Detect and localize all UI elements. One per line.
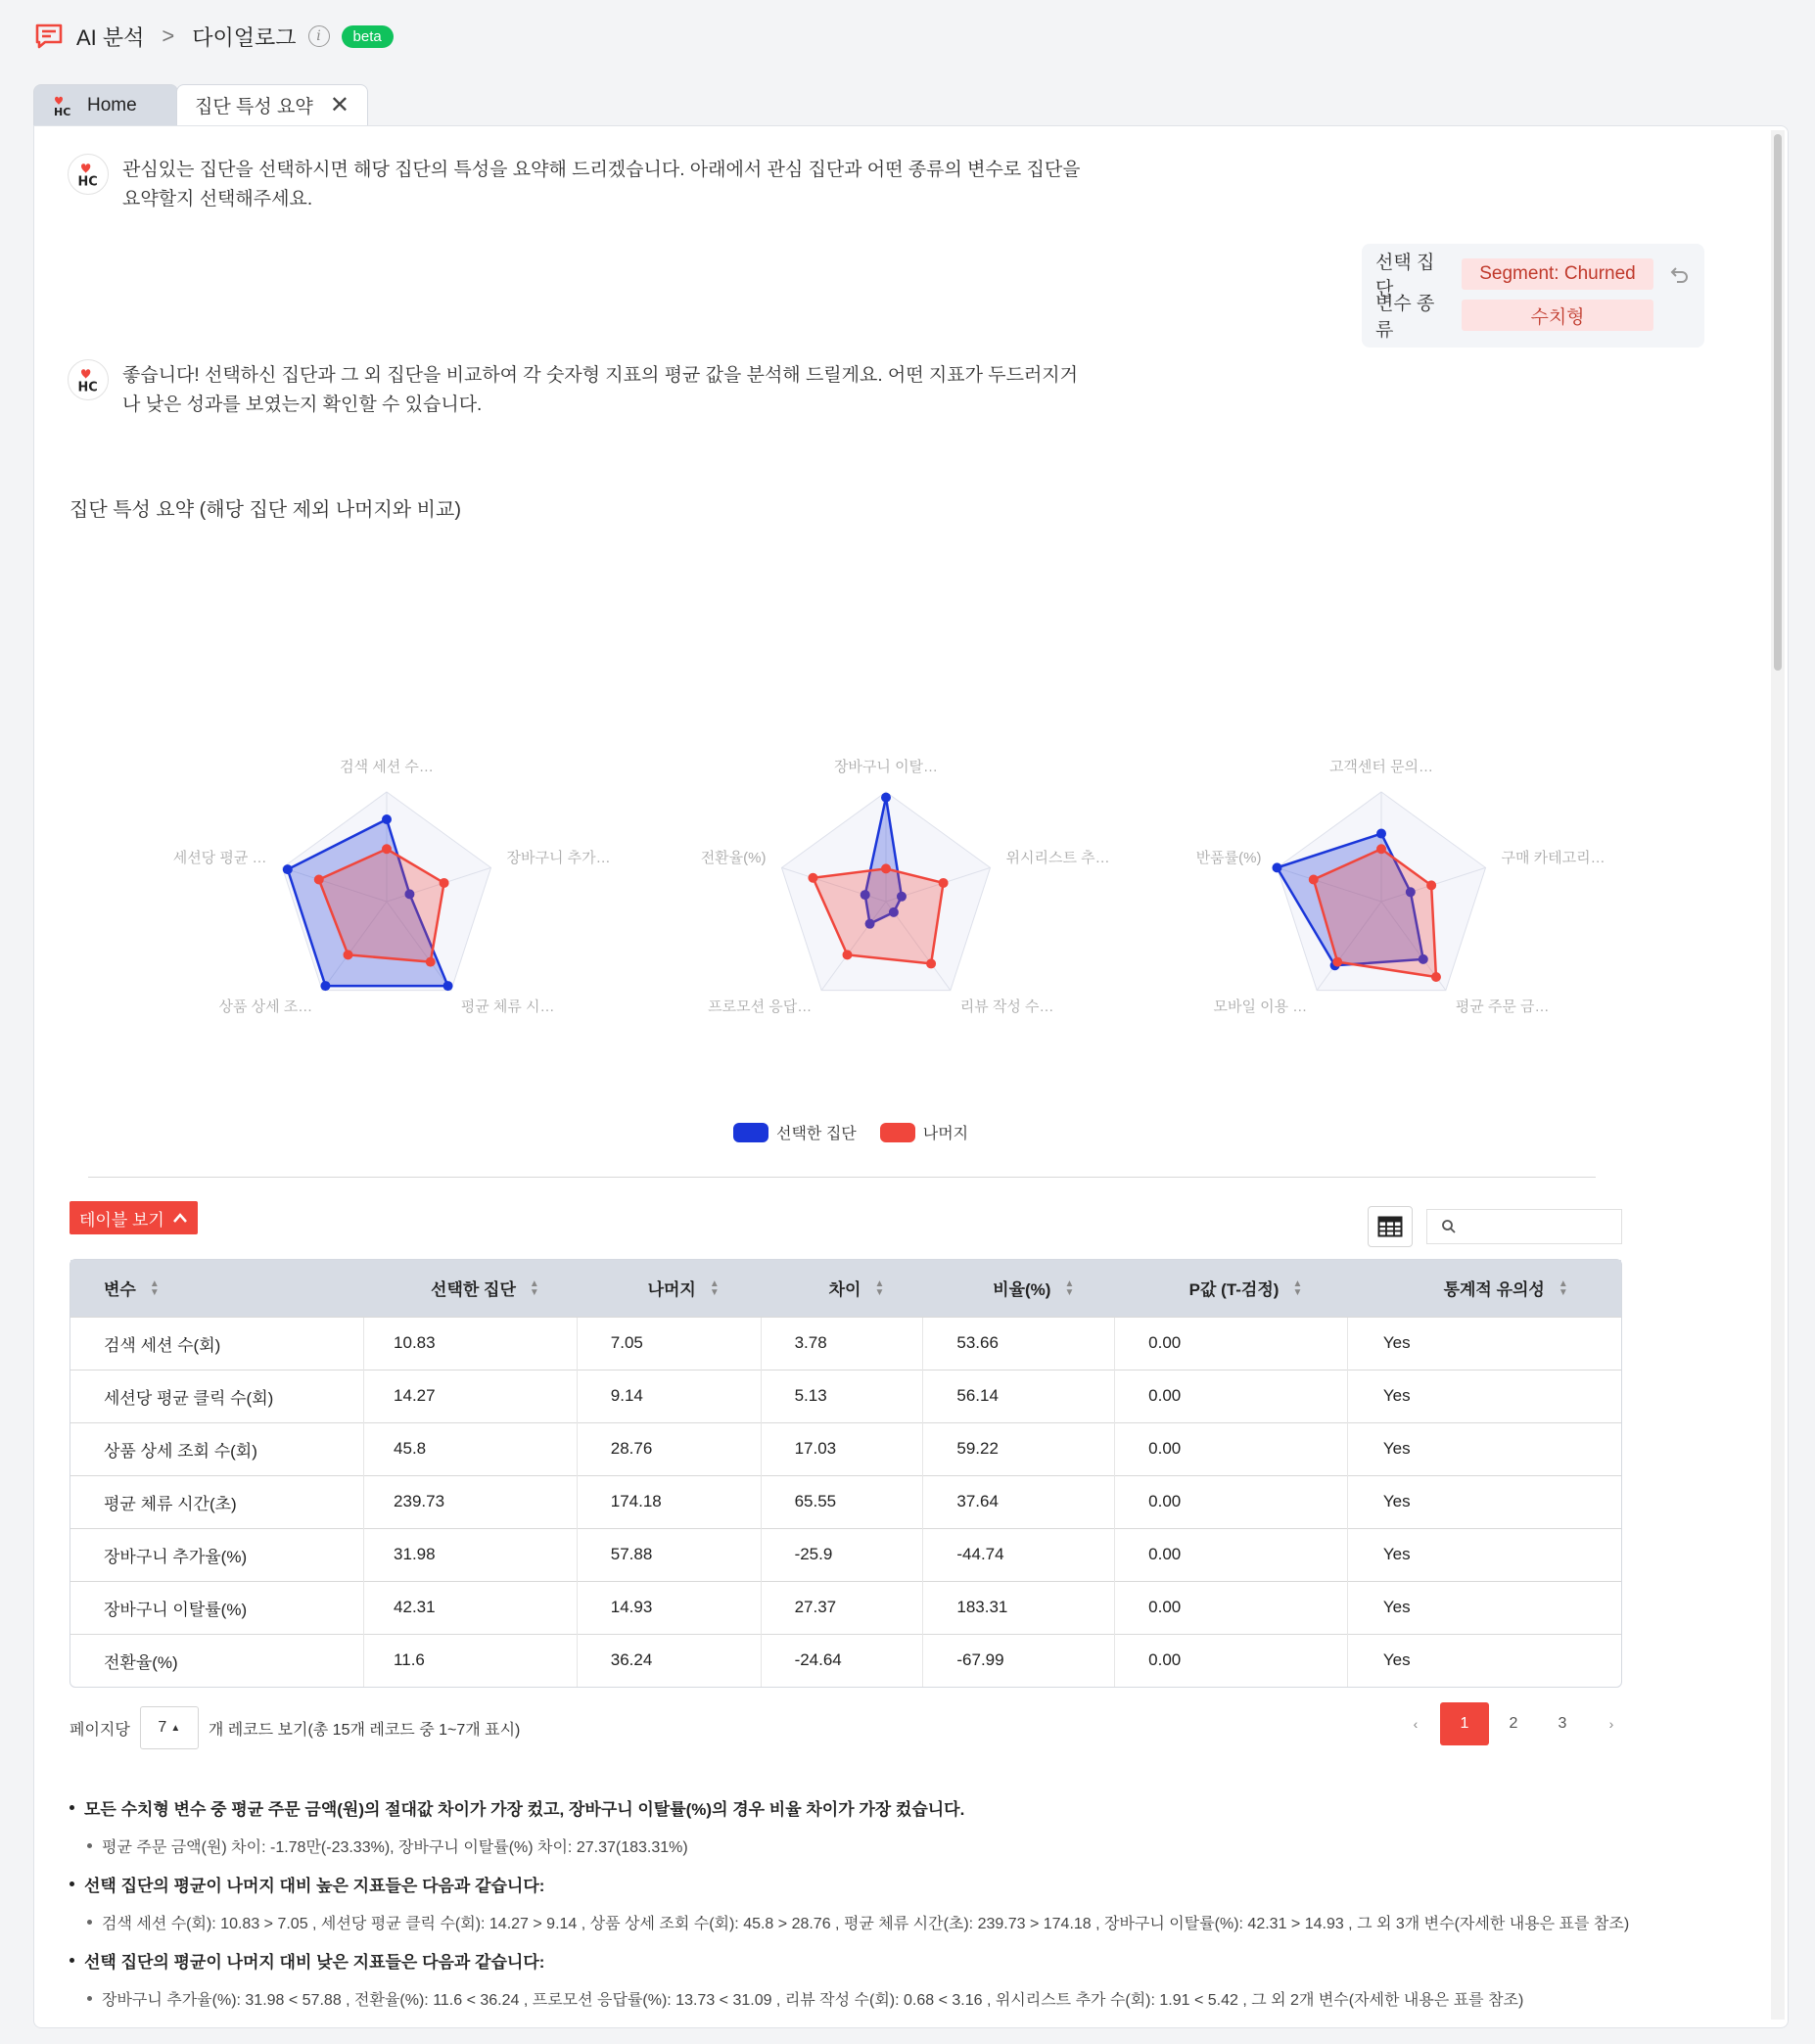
table-cell: 239.73 <box>364 1475 578 1528</box>
radar-data-point <box>426 957 436 967</box>
radar-data-point <box>443 981 453 991</box>
table-cell: 42.31 <box>364 1581 578 1634</box>
table-cell: Yes <box>1347 1528 1621 1581</box>
sort-icon[interactable]: ▲ ▼ <box>1064 1278 1075 1298</box>
table-row[interactable] <box>70 1581 1621 1634</box>
summary-bullet <box>70 1788 1734 1826</box>
table-toggle-button[interactable] <box>70 1201 198 1234</box>
summary-main-text: 선택 집단의 평균이 나머지 대비 낮은 지표들은 다음과 같습니다: <box>84 1952 545 1972</box>
table-row[interactable] <box>70 1370 1621 1422</box>
selected-group-label: 선택 집단 <box>1375 253 1435 300</box>
table-cell: Yes <box>1347 1422 1621 1475</box>
radar-data-point <box>926 958 936 968</box>
table-cell: 53.66 <box>923 1317 1115 1370</box>
sort-icon[interactable]: ▲ ▼ <box>149 1278 160 1298</box>
table-cell: 36.24 <box>577 1634 761 1687</box>
beta-badge: beta <box>342 25 394 48</box>
table-cell: Yes <box>1347 1317 1621 1370</box>
caret-up-icon: ▲ <box>170 1722 181 1734</box>
summary-sub-text: 검색 세션 수(회): 10.83 > 7.05 , 세션당 평균 클릭 수(회): 14.27 > 9.14 , 상품 상세 조회 수(회): 45.8 > 28.76 , 평균 체류 시간(초): 239.73 > 174.18 , 장바구니 이탈률(%): 42.31 > 14.93 , 그 외 3개 변수(자세한 내용은 표를 참조) <box>102 1915 1630 1932</box>
table-row[interactable] <box>70 1475 1621 1528</box>
table-cell: 평균 체류 시간(초) <box>70 1475 364 1528</box>
summary-main-text: 선택 집단의 평균이 나머지 대비 높은 지표들은 다음과 같습니다: <box>84 1876 545 1895</box>
hc-logo-icon <box>74 367 102 393</box>
table-cell: 3.78 <box>761 1317 923 1370</box>
column-header-label: 나머지 <box>647 1280 696 1300</box>
radar-axis-label: 고객센터 문의… <box>1328 759 1434 776</box>
radar-axis-label: 전환율(%) <box>700 850 767 867</box>
summary-bullet <box>70 1865 1734 1902</box>
table-cell: 10.83 <box>364 1317 578 1370</box>
table-cell: 11.6 <box>364 1634 578 1687</box>
table-cell: -24.64 <box>761 1634 923 1687</box>
prev-page-button[interactable]: ‹ <box>1413 1716 1419 1732</box>
legend-selected[interactable] <box>733 1121 857 1143</box>
chat-icon <box>33 21 65 52</box>
table-cell: 전환율(%) <box>70 1634 364 1687</box>
column-header[interactable] <box>1115 1260 1348 1317</box>
table-cell: 65.55 <box>761 1475 923 1528</box>
sort-icon[interactable]: ▲ ▼ <box>1292 1278 1303 1298</box>
table-cell: 0.00 <box>1115 1422 1348 1475</box>
radar-data-point <box>881 793 891 803</box>
column-header[interactable] <box>761 1260 923 1317</box>
radar-chart-1 <box>142 759 631 1027</box>
table-cell: Yes <box>1347 1475 1621 1528</box>
table-cell: 27.37 <box>761 1581 923 1634</box>
page-button[interactable]: 1 <box>1440 1702 1489 1745</box>
radar-axis-label: 프로모션 응답… <box>708 999 813 1016</box>
section-title: 집단 특성 요약 (해당 집단 제외 나머지와 비교) <box>70 499 461 521</box>
column-header-label: 비율(%) <box>993 1280 1051 1300</box>
radar-axis-label: 위시리스트 추… <box>1005 850 1110 867</box>
avatar <box>68 359 109 400</box>
radar-data-point <box>1431 972 1441 982</box>
radar-data-point <box>1332 957 1342 967</box>
radar-axis-label: 세션당 평균 … <box>172 850 267 867</box>
radar-data-point <box>314 875 324 885</box>
selection-summary <box>1362 244 1704 348</box>
legend-swatch-selected <box>733 1123 768 1142</box>
column-header[interactable] <box>1347 1260 1621 1317</box>
page-title: 다이얼로그 <box>192 24 297 50</box>
table-cell: -67.99 <box>923 1634 1115 1687</box>
radar-data-point <box>440 878 449 888</box>
table-cell: 상품 상세 조회 수(회) <box>70 1422 364 1475</box>
summary-sub-bullet <box>70 1902 1734 1941</box>
table-cell: 9.14 <box>577 1370 761 1422</box>
radar-axis-label: 장바구니 추가… <box>506 850 611 867</box>
data-table <box>70 1259 1622 1688</box>
table-cell: 0.00 <box>1115 1634 1348 1687</box>
table-cell: Yes <box>1347 1370 1621 1422</box>
page-button[interactable]: 3 <box>1558 1715 1567 1732</box>
page-size-select[interactable] <box>140 1706 199 1749</box>
column-header-label: 통계적 유의성 <box>1443 1280 1545 1300</box>
radar-data-point <box>382 844 392 854</box>
message-text: 관심있는 집단을 선택하시면 해당 집단의 특성을 요약해 드리겠습니다. 아래에서 관심 집단과 어떤 종류의 변수로 집단을 요약할지 선택해주세요. <box>122 160 1081 209</box>
radar-chart-3 <box>1137 759 1626 1027</box>
table-cell: -25.9 <box>761 1528 923 1581</box>
table-cell: 세션당 평균 클릭 수(회) <box>70 1370 364 1422</box>
chevron-up-icon <box>172 1212 188 1224</box>
radar-data-point <box>283 864 293 874</box>
table-cell: 183.31 <box>923 1581 1115 1634</box>
table-cell: 59.22 <box>923 1422 1115 1475</box>
summary-sub-bullet <box>70 1978 1734 2018</box>
radar-data-point <box>1309 875 1319 885</box>
table-cell: -44.74 <box>923 1528 1115 1581</box>
undo-icon[interactable] <box>1669 263 1691 285</box>
table-row[interactable] <box>70 1634 1621 1687</box>
sort-icon[interactable]: ▲ ▼ <box>1558 1278 1568 1298</box>
sort-icon[interactable]: ▲ ▼ <box>874 1278 885 1298</box>
radar-axis-label: 상품 상세 조… <box>218 999 313 1016</box>
grid-view-button[interactable] <box>1368 1206 1413 1247</box>
divider <box>88 1177 1596 1178</box>
table-cell: 0.00 <box>1115 1475 1348 1528</box>
column-header-label: 차이 <box>828 1280 861 1300</box>
avatar <box>68 154 109 195</box>
selected-group-chip: Segment: Churned <box>1462 258 1653 290</box>
variable-type-chip: 수치형 <box>1462 300 1653 331</box>
summary-main-text: 모든 수치형 변수 중 평균 주문 금액(원)의 절대값 차이가 가장 컸고, 장바구니 이탈률(%)의 경우 비율 차이가 가장 컸습니다. <box>84 1799 965 1819</box>
table-header-row <box>70 1260 1621 1317</box>
table-cell: 0.00 <box>1115 1317 1348 1370</box>
summary-sub-text: 장바구니 추가율(%): 31.98 < 57.88 , 전환율(%): 11.6 < 36.24 , 프로모션 응답률(%): 13.73 < 31.09 , 리뷰 작성 수(회): 0.68 < 3.16 , 위시리스트 추가 수(회): 1.91 < 5.42 , 그 외 2개 변수(자세한 내용은 표를 참조) <box>102 1991 1524 2009</box>
column-header[interactable] <box>923 1260 1115 1317</box>
radar-chart-2 <box>641 759 1131 1027</box>
radar-data-point <box>843 950 853 959</box>
assistant-message <box>68 154 1082 214</box>
page-size-value: 7 <box>158 1719 167 1736</box>
tab-home-label: Home <box>87 94 137 116</box>
table-cell: 31.98 <box>364 1528 578 1581</box>
summary-sub-bullet <box>70 1826 1734 1865</box>
summary-bullet <box>70 1941 1734 1978</box>
radar-data-point <box>1272 862 1281 872</box>
table-cell: 28.76 <box>577 1422 761 1475</box>
tab-bar <box>33 84 368 125</box>
info-icon[interactable]: i <box>308 25 330 47</box>
column-header-label: 변수 <box>104 1280 136 1300</box>
search-input[interactable] <box>1465 1218 1611 1235</box>
search-icon <box>1441 1219 1457 1234</box>
table-cell: 0.00 <box>1115 1581 1348 1634</box>
table-toggle-label: 테이블 보기 <box>79 1210 164 1230</box>
column-header[interactable] <box>364 1260 578 1317</box>
hc-logo-icon <box>52 95 75 116</box>
per-page-label: 페이지당 <box>70 1721 130 1739</box>
svg-text:HC: HC <box>54 105 71 118</box>
tab-home[interactable] <box>33 84 178 125</box>
radar-axis-label: 리뷰 작성 수… <box>959 999 1054 1016</box>
message-text: 좋습니다! 선택하신 집단과 그 외 집단을 비교하여 각 숫자형 지표의 평균 값을 분석해 드릴게요. 어떤 지표가 두드러지거나 낮은 성과를 보였는지 확인할 수 있습니다. <box>122 365 1079 415</box>
radar-data-point <box>1376 844 1386 854</box>
table-cell: 45.8 <box>364 1422 578 1475</box>
radar-axis-label: 검색 세션 수… <box>340 759 434 776</box>
table-cell: 56.14 <box>923 1370 1115 1422</box>
radar-axis-label: 평균 체류 시… <box>460 999 555 1016</box>
column-header[interactable] <box>577 1260 761 1317</box>
svg-text:HC: HC <box>77 380 98 395</box>
table-cell: 0.00 <box>1115 1370 1348 1422</box>
table-row[interactable] <box>70 1528 1621 1581</box>
radar-charts <box>34 759 1606 1027</box>
column-header-label: P값 (T-검정) <box>1188 1280 1280 1300</box>
breadcrumb <box>33 20 394 53</box>
radar-data-point <box>939 878 949 888</box>
sort-icon[interactable]: ▲ ▼ <box>529 1278 539 1298</box>
assistant-message <box>68 359 1082 420</box>
close-icon[interactable]: ✕ <box>329 92 349 118</box>
table-cell: 7.05 <box>577 1317 761 1370</box>
legend-swatch-rest <box>880 1123 915 1142</box>
sort-icon[interactable]: ▲ ▼ <box>709 1278 720 1298</box>
svg-text:HC: HC <box>77 174 98 190</box>
table-cell: 5.13 <box>761 1370 923 1422</box>
radar-data-point <box>1426 880 1436 890</box>
radar-axis-label: 장바구니 이탈… <box>833 759 939 776</box>
page-size-control <box>70 1706 520 1749</box>
summary-list <box>70 1788 1734 2018</box>
table-cell: 14.93 <box>577 1581 761 1634</box>
pagination <box>1391 1702 1636 1745</box>
legend-rest[interactable] <box>880 1121 968 1143</box>
next-page-button[interactable]: › <box>1608 1716 1614 1732</box>
table-cell: 장바구니 추가율(%) <box>70 1528 364 1581</box>
table-cell: 174.18 <box>577 1475 761 1528</box>
table-cell: 17.03 <box>761 1422 923 1475</box>
summary-sub-text: 평균 주문 금액(원) 차이: -1.78만(-23.33%), 장바구니 이탈률(%) 차이: 27.37(183.31%) <box>102 1838 688 1856</box>
search-box <box>1426 1209 1622 1244</box>
table-cell: 14.27 <box>364 1370 578 1422</box>
table-cell: 37.64 <box>923 1475 1115 1528</box>
scrollbar[interactable] <box>1771 130 1785 2020</box>
table-row[interactable] <box>70 1317 1621 1370</box>
radar-axis-label: 반품률(%) <box>1195 850 1262 867</box>
table-row[interactable] <box>70 1422 1621 1475</box>
chevron-right-icon: > <box>162 23 175 48</box>
radar-data-point <box>1376 829 1386 839</box>
radar-data-point <box>881 863 891 873</box>
radar-axis-label: 구매 카테고리… <box>1501 850 1606 867</box>
table-grid-icon <box>1377 1216 1403 1237</box>
tab-segment-summary-label: 집단 특성 요약 <box>195 97 313 117</box>
radar-data-point <box>320 981 330 991</box>
column-header[interactable] <box>70 1260 364 1317</box>
legend-label-rest: 나머지 <box>922 1126 969 1142</box>
radar-data-point <box>382 814 392 824</box>
table-cell: 0.00 <box>1115 1528 1348 1581</box>
records-info: 개 레코드 보기(총 15개 레코드 중 1~7개 표시) <box>208 1721 521 1739</box>
radar-axis-label: 평균 주문 금… <box>1455 999 1550 1016</box>
table-cell: Yes <box>1347 1634 1621 1687</box>
table-cell: 57.88 <box>577 1528 761 1581</box>
radar-axis-label: 모바일 이용 … <box>1213 999 1308 1016</box>
legend-label-selected: 선택한 집단 <box>776 1126 857 1142</box>
chart-legend <box>733 1121 968 1143</box>
radar-data-point <box>808 873 817 883</box>
tab-segment-summary[interactable] <box>176 84 368 125</box>
table-cell: Yes <box>1347 1581 1621 1634</box>
breadcrumb-root[interactable]: AI 분석 <box>76 24 145 50</box>
page-button[interactable]: 2 <box>1509 1715 1518 1732</box>
scrollbar-thumb[interactable] <box>1774 134 1782 671</box>
main-panel <box>33 125 1789 2028</box>
radar-data-point <box>344 950 353 959</box>
table-cell: 검색 세션 수(회) <box>70 1317 364 1370</box>
variable-type-label: 변수 종류 <box>1375 294 1435 341</box>
column-header-label: 선택한 집단 <box>431 1280 516 1300</box>
table-cell: 장바구니 이탈률(%) <box>70 1581 364 1634</box>
hc-logo-icon <box>74 162 102 190</box>
